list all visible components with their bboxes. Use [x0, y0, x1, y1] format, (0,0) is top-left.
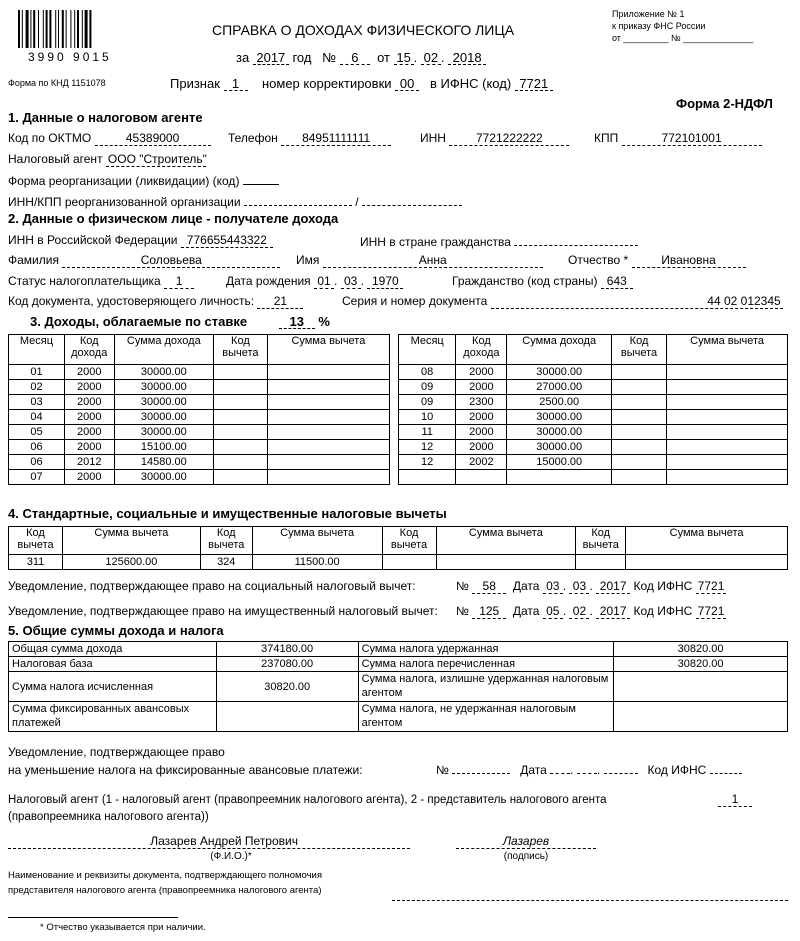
ded-sum-cell[interactable] [436, 555, 576, 570]
deduction-code-cell[interactable] [213, 470, 267, 485]
ded-sum-cell[interactable] [626, 555, 788, 570]
income-code-cell[interactable]: 2012 [64, 455, 114, 470]
month-cell[interactable]: 04 [9, 410, 65, 425]
income-sum-cell[interactable]: 15100.00 [114, 440, 213, 455]
reorg-inn-field[interactable] [244, 193, 352, 206]
kpp-group: КПП 772101001 [594, 131, 762, 146]
representative-field[interactable] [392, 888, 788, 901]
ded-sum-header: Сумма вычета [252, 527, 382, 555]
income-code-cell[interactable]: 2000 [64, 365, 114, 380]
oktmo-field[interactable]: 45389000 [95, 132, 211, 146]
deductions-table [8, 526, 788, 570]
fixed-label: Сумма фиксированных авансовых платежей [9, 702, 217, 732]
section4-title: 4. Стандартные, социальные и имущественные налоговые вычеты [8, 506, 447, 521]
income-code-cell[interactable]: 2000 [456, 410, 507, 425]
signature-field[interactable]: Лазарев [456, 835, 596, 849]
phone-field[interactable]: 84951111111 [281, 132, 391, 146]
table-row [9, 455, 390, 470]
fixed-num-field[interactable] [452, 761, 510, 774]
deduction-code-cell[interactable] [213, 455, 267, 470]
year-field[interactable]: 2017 [253, 51, 289, 65]
deduction-code-cell[interactable] [213, 395, 267, 410]
income-sum-cell[interactable]: 2500.00 [507, 395, 611, 410]
reorg-group: Форма реорганизации (ликвидации) (код) [8, 173, 279, 188]
agent-type-value-wrap [718, 792, 752, 807]
deduction-code-cell[interactable] [213, 440, 267, 455]
col-income-code: Код дохода [456, 335, 507, 365]
month-cell[interactable]: 12 [399, 440, 456, 455]
month-cell[interactable]: 05 [9, 425, 65, 440]
agent-type: Налоговый агент (1 - налоговый агент (правопреемник налогового агента), 2 - представитель налогового агента (правопреемника налогового агента)) [8, 794, 607, 823]
agent-group: Налоговый агент ООО "Строитель" [8, 152, 207, 166]
reorg-field[interactable] [243, 173, 279, 185]
deduction-code-cell[interactable] [213, 410, 267, 425]
deduction-code-cell[interactable] [611, 425, 666, 440]
doc-code-field[interactable]: 21 [257, 295, 303, 309]
table-row [9, 380, 390, 395]
month-field[interactable]: 02 [421, 51, 441, 65]
birth-group: Дата рождения 01 . 03 . 1970 [226, 274, 403, 289]
kpp-field[interactable]: 772101001 [622, 132, 762, 146]
deduction-sum-cell[interactable] [667, 455, 788, 470]
reorg-innkpp-group: ИНН/КПП реорганизованной организации / [8, 193, 462, 209]
deduction-sum-cell[interactable] [267, 455, 389, 470]
month-cell[interactable]: 11 [399, 425, 456, 440]
section5-title: 5. Общие суммы дохода и налога [8, 623, 224, 638]
month-cell[interactable]: 01 [9, 365, 65, 380]
month-cell[interactable]: 03 [9, 395, 65, 410]
income-code-cell[interactable]: 2000 [456, 380, 507, 395]
section1-row1: Код по ОКТМО 45389000 [8, 131, 211, 146]
deduction-sum-cell[interactable] [267, 395, 389, 410]
social-ifns-field[interactable]: 7721 [697, 579, 725, 593]
withheld-label: Сумма налога удержанная [358, 642, 614, 657]
tax-base-value[interactable]: 237080.00 [216, 657, 358, 672]
deduction-sum-cell[interactable] [267, 410, 389, 425]
form-code: Форма по КНД 1151078 [8, 78, 106, 88]
inn-country-field[interactable] [514, 233, 638, 246]
deduction-sum-cell[interactable] [667, 395, 788, 410]
income-code-cell[interactable]: 2000 [64, 395, 114, 410]
income-code-cell[interactable]: 2000 [64, 380, 114, 395]
deduction-code-cell[interactable] [611, 395, 666, 410]
ded-code-header: Код вычета [382, 527, 436, 555]
day-field[interactable]: 15 [394, 51, 414, 65]
property-ifns-field[interactable]: 7721 [697, 604, 725, 618]
deduction-code-cell[interactable] [213, 365, 267, 380]
fixed-day-field[interactable] [550, 761, 570, 774]
agent-inn-field[interactable]: 7721222222 [449, 132, 569, 146]
income-sum-cell[interactable]: 15000.00 [507, 455, 611, 470]
table-row [399, 395, 788, 410]
deduction-code-cell[interactable] [611, 440, 666, 455]
table-row [9, 470, 390, 485]
transferred-value[interactable]: 30820.00 [614, 657, 788, 672]
deduction-sum-cell[interactable] [667, 380, 788, 395]
col-month: Месяц [9, 335, 65, 365]
income-code-cell[interactable]: 2000 [456, 440, 507, 455]
excess-value[interactable] [614, 672, 788, 702]
table-row [399, 455, 788, 470]
name-group: Имя Анна [296, 253, 543, 268]
income-sum-cell[interactable] [507, 470, 611, 485]
table-row [9, 365, 390, 380]
table-row [399, 440, 788, 455]
name-field[interactable]: Анна [323, 254, 543, 268]
month-cell[interactable]: 07 [9, 470, 65, 485]
income-sum-cell[interactable]: 30000.00 [114, 365, 213, 380]
withheld-value[interactable]: 30820.00 [614, 642, 788, 657]
deduction-sum-cell[interactable] [667, 410, 788, 425]
phone-group: Телефон 84951111111 [228, 131, 391, 146]
social-notice: Уведомление, подтверждающее право на социальный налоговый вычет: [8, 579, 416, 593]
income-sum-cell[interactable]: 30000.00 [114, 395, 213, 410]
ded-sum-header: Сумма вычета [62, 527, 200, 555]
fixed-month-field[interactable] [577, 761, 597, 774]
month-cell[interactable]: 09 [399, 380, 456, 395]
sign-wrap [456, 834, 596, 862]
ded-code-cell[interactable] [382, 555, 436, 570]
deduction-row [9, 555, 788, 570]
col-deduction-sum: Сумма вычета [267, 335, 389, 365]
reorg-kpp-field[interactable] [362, 193, 462, 206]
income-code-cell[interactable]: 2000 [456, 425, 507, 440]
deduction-sum-cell[interactable] [667, 425, 788, 440]
income-sum-cell[interactable]: 30000.00 [114, 380, 213, 395]
total-income-value[interactable]: 374180.00 [216, 642, 358, 657]
month-cell[interactable]: 12 [399, 455, 456, 470]
deduction-sum-cell[interactable] [267, 470, 389, 485]
col-month: Месяц [399, 335, 456, 365]
fixed-year-field[interactable] [604, 761, 638, 774]
table-row [399, 425, 788, 440]
surname-field[interactable]: Соловьева [62, 254, 280, 268]
month-cell[interactable]: 09 [399, 395, 456, 410]
col-deduction-code: Код вычета [213, 335, 267, 365]
doc-num-group: Серия и номер документа 44 02 012345 [342, 294, 781, 308]
barcode-icon [18, 10, 106, 48]
month-cell[interactable]: 06 [9, 455, 65, 470]
income-code-cell[interactable]: 2000 [64, 470, 114, 485]
col-income-sum: Сумма дохода [114, 335, 213, 365]
social-year-field[interactable]: 2017 [596, 580, 630, 594]
tax-base-label: Налоговая база [9, 657, 217, 672]
deduction-code-cell[interactable] [611, 380, 666, 395]
rate-field[interactable]: 13 [279, 315, 315, 329]
social-notice-fields: № 58 Дата 03 . 03 . 2017 Код ИФНС 7721 [456, 579, 725, 593]
col-income-sum: Сумма дохода [507, 335, 611, 365]
col-income-code: Код дохода [64, 335, 114, 365]
deduction-sum-cell[interactable] [267, 365, 389, 380]
citizenship-group: Гражданство (код страны) 643 [452, 274, 633, 289]
ded-code-cell[interactable] [576, 555, 626, 570]
deduction-code-cell[interactable] [611, 365, 666, 380]
patronymic-group: Отчество * Ивановна [568, 253, 746, 268]
fixed-ifns-field[interactable] [710, 761, 742, 774]
tax-calc-label: Сумма налога исчисленная [9, 672, 217, 702]
inn-rf-group: ИНН в Российской Федерации 776655443322 [8, 233, 273, 248]
income-sum-cell[interactable]: 30000.00 [507, 440, 611, 455]
birth-year-field[interactable]: 1970 [367, 275, 403, 289]
income-code-cell[interactable]: 2000 [64, 410, 114, 425]
ded-code-header: Код вычета [576, 527, 626, 555]
section2-title: 2. Данные о физическом лице - получателе дохода [8, 211, 339, 226]
correction-field[interactable]: 00 [395, 77, 419, 91]
table-row [399, 365, 788, 380]
ded-sum-header: Сумма вычета [626, 527, 788, 555]
agent-name-field[interactable]: ООО "Строитель" [107, 152, 207, 166]
status-group: Статус налогоплательщика 1 [8, 274, 194, 289]
surname-group: Фамилия Соловьева [8, 253, 280, 268]
section3-title: 3. Доходы, облагаемые по ставке 13 % [30, 314, 330, 329]
income-code-cell[interactable]: 2002 [456, 455, 507, 470]
not-withheld-label: Сумма налога, не удержанная налоговым агентом [358, 702, 614, 732]
month-cell[interactable]: 02 [9, 380, 65, 395]
sign-caption: (подпись) [503, 851, 549, 862]
totals-table [8, 641, 788, 732]
footnote: * Отчество указывается при наличии. [40, 922, 206, 933]
birth-day-field[interactable]: 01 [314, 275, 334, 289]
ded-sum-cell[interactable]: 125600.00 [62, 555, 200, 570]
doc-code-group: Код документа, удостоверяющего личность: 21 [8, 294, 303, 309]
deduction-code-cell[interactable] [213, 425, 267, 440]
doc-num-field[interactable]: 44 02 012345 [491, 295, 783, 309]
table-row [9, 410, 390, 425]
fio-wrap [8, 834, 410, 862]
ifns-field[interactable]: 7721 [515, 77, 553, 91]
ded-sum-header: Сумма вычета [436, 527, 576, 555]
income-code-cell[interactable]: 2300 [456, 395, 507, 410]
income-sum-cell[interactable]: 30000.00 [114, 410, 213, 425]
deduction-sum-cell[interactable] [667, 365, 788, 380]
table-row [9, 425, 390, 440]
ded-code-cell[interactable]: 311 [9, 555, 63, 570]
income-code-cell[interactable]: 2000 [456, 365, 507, 380]
birth-month-field[interactable]: 03 [341, 275, 361, 289]
income-code-cell[interactable]: 2000 [64, 440, 114, 455]
deduction-sum-cell[interactable] [267, 440, 389, 455]
inn-country-group: ИНН в стране гражданства [360, 233, 638, 249]
month-cell[interactable]: 06 [9, 440, 65, 455]
property-notice-fields: № 125 Дата 05 . 02 . 2017 Код ИФНС 7721 [456, 604, 725, 618]
deduction-sum-cell[interactable] [667, 470, 788, 485]
total-income-label: Общая сумма дохода [9, 642, 217, 657]
fio-caption: (Ф.И.О.)* [210, 851, 252, 862]
deduction-code-cell[interactable] [611, 455, 666, 470]
table-row [9, 440, 390, 455]
property-month-field[interactable]: 02 [569, 605, 589, 619]
table-row [399, 380, 788, 395]
barcode-digits: 3990 9015 [28, 50, 112, 64]
income-code-cell[interactable] [456, 470, 507, 485]
property-notice: Уведомление, подтверждающее право на имущественный налоговый вычет: [8, 604, 438, 618]
month-cell[interactable]: 10 [399, 410, 456, 425]
document-title: СПРАВКА О ДОХОДАХ ФИЗИЧЕСКОГО ЛИЦА [212, 22, 515, 38]
status-field[interactable]: 1 [164, 275, 194, 289]
month-cell[interactable]: 08 [399, 365, 456, 380]
income-sum-cell[interactable]: 30000.00 [507, 410, 611, 425]
table-row [399, 410, 788, 425]
excess-label: Сумма налога, излишне удержанная налоговым агентом [358, 672, 614, 702]
section1-title: 1. Данные о налоговом агенте [8, 110, 203, 125]
income-sum-cell[interactable]: 14580.00 [114, 455, 213, 470]
social-day-field[interactable]: 03 [543, 580, 563, 594]
representative-label: Наименование и реквизиты документа, подтверждающего полномочия представителя налогового агента (правопреемника налогового агента) [8, 870, 322, 896]
citizenship-field[interactable]: 643 [601, 275, 633, 289]
deduction-code-cell[interactable] [213, 380, 267, 395]
deduction-code-cell[interactable] [611, 470, 666, 485]
sign-line: Признак 1 номер корректировки 00 в ИФНС (код) 7721 [170, 76, 553, 91]
property-num-field[interactable]: 125 [472, 605, 506, 619]
income-sum-cell[interactable]: 27000.00 [507, 380, 611, 395]
person-inn-field[interactable]: 776655443322 [181, 234, 273, 248]
income-sum-cell[interactable]: 30000.00 [114, 470, 213, 485]
income-code-cell[interactable]: 2000 [64, 425, 114, 440]
fio-field[interactable]: Лазарев Андрей Петрович [8, 835, 410, 849]
tax-calc-value[interactable]: 30820.00 [216, 672, 358, 702]
income-table-right [398, 334, 788, 485]
property-year-field[interactable]: 2017 [596, 605, 630, 619]
ded-code-header: Код вычета [200, 527, 252, 555]
income-sum-cell[interactable]: 30000.00 [114, 425, 213, 440]
patronymic-field[interactable]: Ивановна [632, 254, 746, 268]
deduction-code-cell[interactable] [611, 410, 666, 425]
agent-type-field[interactable]: 1 [718, 793, 752, 807]
property-day-field[interactable]: 05 [543, 605, 563, 619]
col-deduction-sum: Сумма вычета [667, 335, 788, 365]
fixed-notice: Уведомление, подтверждающее право на уменьшение налога на фиксированные авансовые платежи: [8, 745, 363, 777]
table-row [9, 395, 390, 410]
income-sum-cell[interactable]: 30000.00 [507, 365, 611, 380]
social-num-field[interactable]: 58 [472, 580, 506, 594]
priznak-field[interactable]: 1 [224, 77, 248, 91]
barcode [18, 10, 106, 48]
deduction-sum-cell[interactable] [267, 380, 389, 395]
transferred-label: Сумма налога перечисленная [358, 657, 614, 672]
social-month-field[interactable]: 03 [569, 580, 589, 594]
form-name: Форма 2-НДФЛ [676, 96, 773, 111]
income-table-left [8, 334, 390, 485]
footnote-rule [8, 917, 178, 918]
number-field[interactable]: 6 [340, 51, 370, 65]
col-deduction-code: Код вычета [611, 335, 666, 365]
not-withheld-value[interactable] [614, 702, 788, 732]
fixed-value[interactable] [216, 702, 358, 732]
ded-sum-cell[interactable]: 11500.00 [252, 555, 382, 570]
inn-group: ИНН 7721222222 [420, 131, 569, 146]
appendix: Приложение № 1 к приказу ФНС России от _________ № ______________ [612, 9, 754, 43]
yr-field[interactable]: 2018 [448, 51, 486, 65]
table-row [399, 470, 788, 485]
deduction-sum-cell[interactable] [667, 440, 788, 455]
period-line: за 2017 год № 6 от 15 . 02 . 2018 [236, 50, 486, 65]
fixed-notice-fields: № Дата . . Код ИФНС [436, 761, 742, 777]
ded-code-header: Код вычета [9, 527, 63, 555]
income-sum-cell[interactable]: 30000.00 [507, 425, 611, 440]
month-cell[interactable] [399, 470, 456, 485]
ded-code-cell[interactable]: 324 [200, 555, 252, 570]
deduction-sum-cell[interactable] [267, 425, 389, 440]
